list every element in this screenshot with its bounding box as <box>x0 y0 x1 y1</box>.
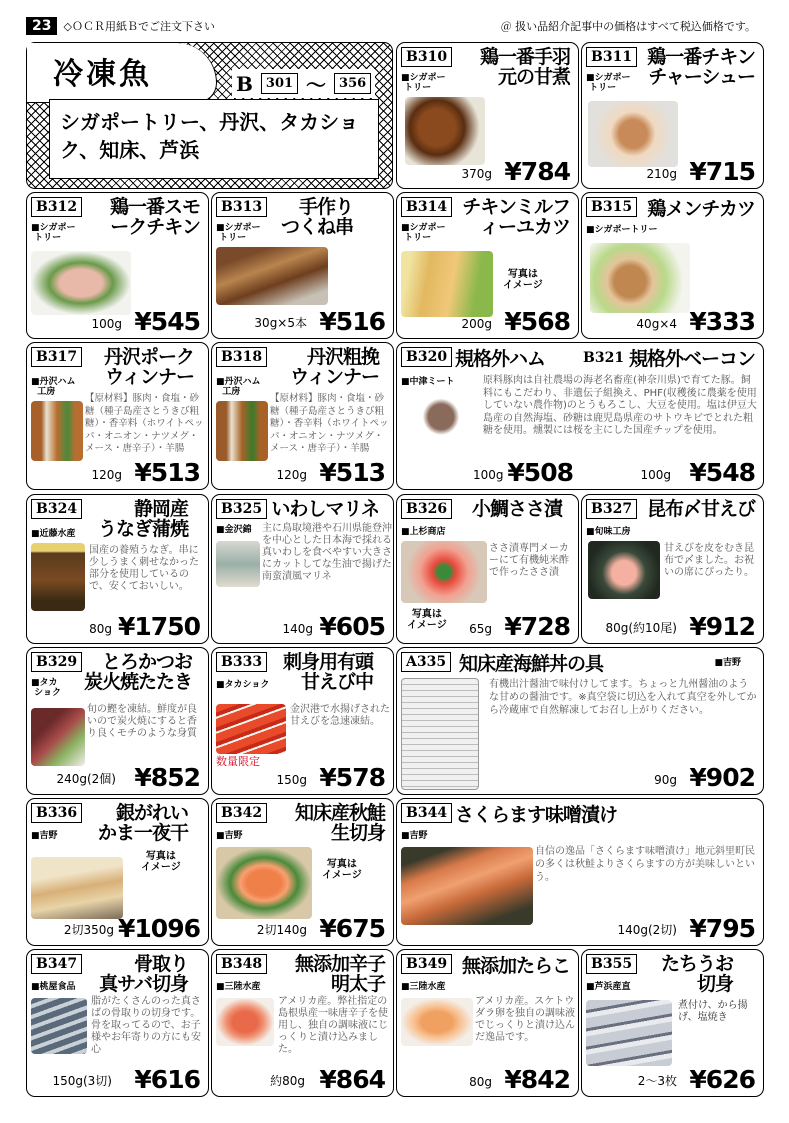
product-code: B314 <box>401 197 452 217</box>
maker-label: ■桃屋食品 <box>31 982 76 992</box>
range-end: 356 <box>334 73 371 94</box>
product-card-b327[interactable] <box>581 494 764 644</box>
product-quantity: 150g(3切) <box>52 1074 112 1088</box>
product-code: B342 <box>216 803 267 823</box>
product-code: B317 <box>31 347 82 367</box>
product-photo <box>401 251 493 317</box>
product-price: ¥852 <box>134 763 200 792</box>
product-code: B336 <box>31 803 82 823</box>
product-description: 自信の逸品「さくらます味噌漬け」地元斜里町民の多くは秋鮭よりさくらますの方が美味しいという。 <box>535 846 755 883</box>
product-price: ¥728 <box>504 612 570 641</box>
maker-label: ■シガポー トリー <box>216 223 261 243</box>
range-letter: B <box>236 71 253 96</box>
product-photo <box>31 708 85 766</box>
product-description: 脂がたくさんのった真さばの骨取りの切身です。骨を取ってるので、お子様やお年寄りの方にも安心 <box>91 996 201 1055</box>
product-quantity: 100g <box>473 468 504 482</box>
maker-label: ■吉野 <box>401 831 428 841</box>
product-name: いわしマリネ <box>271 498 379 520</box>
product-photo <box>590 243 690 313</box>
product-card-b317[interactable] <box>26 342 209 490</box>
product-description: アメリカ産。弊社指定の島根県産一味唐辛子を使用し、独自の調味液にじっくりと漬け込みました。 <box>278 996 388 1055</box>
order-instruction: ◇ＯＣＲ用紙Ｂでご注文下さい <box>63 20 215 33</box>
product-quantity: 120g <box>276 468 307 482</box>
product-quantity: 80g <box>469 1075 492 1089</box>
product-card-b342[interactable] <box>211 798 394 946</box>
product-code: B327 <box>586 499 637 519</box>
product-name: 手作り つくね串 <box>280 196 353 238</box>
product-price: ¥912 <box>689 612 755 641</box>
tax-notice: ＠ 扱い品紹介記事中の価格はすべて税込価格です。 <box>500 20 756 33</box>
product-quantity: 100g <box>91 317 122 331</box>
product-price: ¥1096 <box>118 914 200 943</box>
category-title-block <box>26 42 393 189</box>
product-price: ¥333 <box>689 307 755 336</box>
product-price: ¥605 <box>319 612 385 641</box>
maker-label: ■丹沢ハム 工房 <box>216 377 261 397</box>
product-name: 丹沢ポーク ウィンナー <box>103 346 194 388</box>
product-quantity: 2切140g <box>256 923 307 937</box>
product-price: ¥784 <box>504 157 570 186</box>
product-code: B344 <box>401 803 452 823</box>
category-subtitle: シガポートリー、丹沢、タカショク、知床、芦浜 <box>49 99 379 179</box>
image-note: 写真は イメージ <box>141 851 181 873</box>
product-code: B318 <box>216 347 267 367</box>
product-card-b318[interactable] <box>211 342 394 490</box>
product-photo <box>588 101 678 167</box>
maker-label: ■吉野 <box>216 831 243 841</box>
product-name: 刺身用有頭 甘えび中 <box>282 651 373 693</box>
product-quantity: 140g(2切) <box>617 923 677 937</box>
product-description: 【原材料】豚肉・食塩・砂糖（種子島産さとうきび粗糖）・香辛料（ホワイトペッパ・オニオン・ナツメグ・メース・唐辛子）・羊腸 <box>270 393 389 454</box>
product-quantity: 200g <box>461 317 492 331</box>
product-name: さくらます味噌漬け <box>455 804 618 826</box>
product-name: 無添加たらこ <box>461 955 570 977</box>
product-price: ¥516 <box>319 307 385 336</box>
category-title: 冷凍魚 <box>53 57 152 92</box>
product-card-b348[interactable] <box>211 949 394 1097</box>
product-name: たちうお 切身 <box>660 953 733 995</box>
product-price: ¥626 <box>689 1065 755 1094</box>
maker-label: ■吉野 <box>714 658 741 668</box>
page-number: 23 <box>26 17 57 35</box>
product-name: 丹沢粗挽 ウィンナー <box>290 346 379 388</box>
product-quantity: 140g <box>282 622 313 636</box>
product-name: 無添加辛子 明太子 <box>294 953 385 995</box>
product-quantity: 2〜3枚 <box>637 1074 677 1088</box>
maker-label: ■シガポー トリー <box>586 73 631 93</box>
product-photo <box>31 998 87 1054</box>
product-price: ¥545 <box>134 307 200 336</box>
product-price: ¥616 <box>134 1065 200 1094</box>
product-description: 国産の養殖うなぎ。串に少しうまく刺せなかった部分を使用しているので、安くておいしい。 <box>89 545 199 592</box>
product-card-b326[interactable] <box>396 494 579 644</box>
product-price: ¥513 <box>319 458 385 487</box>
product-photo <box>401 678 479 790</box>
product-name: 昆布〆甘えび <box>646 498 755 520</box>
product-code: B313 <box>216 197 267 217</box>
product-quantity: 100g <box>640 468 671 482</box>
product-photo <box>405 391 477 477</box>
product-code: A335 <box>401 652 451 672</box>
product-name: 鶏メンチカツ <box>647 198 755 220</box>
product-price: ¥508 <box>507 458 573 487</box>
product-name: 小鯛ささ漬 <box>471 498 562 520</box>
product-code: B347 <box>31 954 82 974</box>
product-quantity: 210g <box>646 167 677 181</box>
product-card-b329[interactable] <box>26 647 209 795</box>
maker-label: ■シガポー トリー <box>31 223 76 243</box>
product-card-b314[interactable] <box>396 192 579 339</box>
product-code: B315 <box>586 197 637 217</box>
product-name: チキンミルフ ィーユカツ <box>462 196 570 238</box>
maker-label: ■近藤水産 <box>31 529 76 539</box>
product-quantity: 2切350g <box>63 923 114 937</box>
product-card-b310[interactable] <box>396 42 579 189</box>
product-card-b325[interactable] <box>211 494 394 644</box>
product-card-b349[interactable] <box>396 949 579 1097</box>
product-price: ¥513 <box>134 458 200 487</box>
product-card-b347[interactable] <box>26 949 209 1097</box>
product-price: ¥548 <box>689 458 755 487</box>
product-quantity: 120g <box>91 468 122 482</box>
product-code: B324 <box>31 499 82 519</box>
product-price: ¥842 <box>504 1065 570 1094</box>
product-name: 鶏一番スモ ークチキン <box>109 196 200 238</box>
product-name: 規格外ベーコン <box>628 348 755 370</box>
product-description: 煮付け、から揚げ、塩焼き <box>678 1000 748 1023</box>
maker-label: ■芦浜産直 <box>586 982 631 992</box>
product-description: 金沢港で水揚げされた甘えびを急速凍結。 <box>290 704 390 727</box>
product-description: アメリカ産。スケトウダラ卵を独自の調味液でじっくりと漬け込んだ逸品です。 <box>475 996 575 1043</box>
product-code: B326 <box>401 499 452 519</box>
image-note: 写真は イメージ <box>322 859 362 881</box>
maker-label: ■上杉商店 <box>401 527 446 537</box>
product-code: B310 <box>401 47 452 67</box>
product-code: B320 <box>401 347 452 367</box>
product-card-b313[interactable] <box>211 192 394 339</box>
product-quantity: 90g <box>654 773 677 787</box>
product-card-b315[interactable] <box>581 192 764 339</box>
product-card-b355[interactable] <box>581 949 764 1097</box>
product-price: ¥902 <box>689 763 755 792</box>
image-note: 写真は イメージ <box>407 609 447 631</box>
product-code: B321 <box>583 350 625 366</box>
product-name: 銀がれい かま一夜干 <box>97 802 188 844</box>
product-card-b344[interactable] <box>396 798 764 946</box>
maker-label: ■中津ミート <box>401 377 455 387</box>
product-photo <box>405 97 485 165</box>
code-range <box>232 69 375 98</box>
range-separator: 〜 <box>306 73 327 97</box>
product-card-a335[interactable] <box>396 647 764 795</box>
product-photo <box>588 541 660 599</box>
product-name: 知床産海鮮丼の具 <box>459 653 604 675</box>
product-name: 鶏一番手羽 元の甘煮 <box>479 46 570 88</box>
product-quantity: 65g <box>469 622 492 636</box>
product-card-b333[interactable] <box>211 647 394 795</box>
product-quantity: 約80g <box>270 1074 305 1088</box>
product-name: 規格外ハム <box>455 348 546 370</box>
product-quantity: 150g <box>276 773 307 787</box>
product-description: 原料豚肉は自社農場の海老名畜産(神奈川県)で育てた豚。飼料にもこだわり、非遺伝子組換え、PHF(収穫後に農薬を使用していない農作物)のとうもろこし、大豆を使用。塩は伊豆大島産の自然海塩、砂糖は鹿児島県産のサトウキビでとれた粗糖を使用。燻製には桜を主にした国産チップを使用。 <box>483 375 757 436</box>
product-description: 甘えびを皮をむき昆布で〆ました。お祝いの席にぴったり。 <box>664 543 754 578</box>
image-note: 写真は イメージ <box>503 269 543 291</box>
product-photo <box>216 998 274 1046</box>
product-name: とろかつお 炭火焼たたき <box>83 651 192 693</box>
product-card-b312[interactable] <box>26 192 209 339</box>
maker-label: ■三陸水産 <box>216 982 261 992</box>
product-photo <box>31 251 131 315</box>
product-photo <box>216 704 286 754</box>
product-photo <box>216 541 260 587</box>
product-description: 主に鳥取境港や石川県能登沖を中心とした日本海で採れる真いわしを食べやすい大きさにカットしてな生油で揚げた南蛮漬風マリネ <box>262 523 392 582</box>
product-card-b336[interactable] <box>26 798 209 946</box>
limited-quantity-badge: 数量限定 <box>216 755 260 768</box>
product-price: ¥568 <box>504 307 570 336</box>
product-code: B348 <box>216 954 267 974</box>
maker-label: ■タカショク <box>216 680 270 690</box>
product-price: ¥1750 <box>118 612 200 641</box>
product-photo <box>31 857 123 919</box>
maker-label: ■シガポー トリー <box>401 223 446 243</box>
product-photo <box>31 543 85 611</box>
product-quantity: 80g <box>89 622 112 636</box>
maker-label: ■シガポー トリー <box>401 73 446 93</box>
product-quantity: 370g <box>461 167 492 181</box>
maker-label: ■シガポートリー <box>586 225 658 235</box>
product-photo <box>216 401 268 461</box>
product-code: B333 <box>216 652 267 672</box>
product-quantity: 80g(約10尾) <box>605 621 677 635</box>
product-card-b324[interactable] <box>26 494 209 644</box>
maker-label: ■金沢錦 <box>216 525 252 535</box>
product-price: ¥578 <box>319 763 385 792</box>
product-price: ¥715 <box>689 157 755 186</box>
product-quantity: 40g×4 <box>636 317 677 331</box>
product-photo <box>216 847 312 919</box>
product-name: 知床産秋鮭 生切身 <box>294 802 385 844</box>
product-photo <box>31 401 83 461</box>
product-code: B312 <box>31 197 82 217</box>
product-name: 静岡産 うなぎ蒲焼 <box>97 498 188 540</box>
product-card-b311[interactable] <box>581 42 764 189</box>
product-code: B311 <box>586 47 637 67</box>
range-start: 301 <box>261 73 298 94</box>
product-price: ¥864 <box>319 1065 385 1094</box>
maker-label: ■三陸水産 <box>401 982 446 992</box>
product-description: 【原材料】豚肉・食塩・砂糖（種子島産さとうきび粗糖）・香辛料（ホワイトペッパ・オニオン・ナツメグ・メース・唐辛子）・羊腸 <box>85 393 204 454</box>
product-photo <box>401 847 533 925</box>
maker-label: ■旬味工房 <box>586 527 631 537</box>
product-photo <box>586 1000 672 1066</box>
maker-label: ■タカ ショク <box>31 678 61 698</box>
product-name: 骨取り 真サバ切身 <box>99 953 188 995</box>
product-quantity: 30g×5本 <box>254 316 307 330</box>
product-quantity: 240g(2個) <box>56 772 116 786</box>
product-photo <box>216 247 328 305</box>
product-code: B355 <box>586 954 637 974</box>
product-card-b320-b321[interactable] <box>396 342 764 490</box>
product-description: ささ漬専門メーカーにて有機純米酢で作ったささ漬 <box>489 543 569 578</box>
product-price: ¥675 <box>319 914 385 943</box>
product-description: 有機出汁醤油で味付けしてます。ちょっと九州醤油のような甘めの醤油です。※真空袋に切込を入れて真空を外してから冷蔵庫で自然解凍してお召し上がりください。 <box>489 679 757 716</box>
product-photo <box>401 541 487 603</box>
maker-label: ■丹沢ハム 工房 <box>31 377 76 397</box>
product-code: B325 <box>216 499 267 519</box>
page-header <box>26 16 766 36</box>
product-code: B329 <box>31 652 82 672</box>
product-name: 鶏一番チキン チャーシュー <box>647 46 755 88</box>
product-price: ¥795 <box>689 914 755 943</box>
product-code: B349 <box>401 954 452 974</box>
product-description: 旬の鰹を凍結。鮮度が良いので炭火焼にすると香り良くモチのような身質 <box>87 704 197 739</box>
maker-label: ■吉野 <box>31 831 58 841</box>
product-photo <box>401 998 473 1046</box>
